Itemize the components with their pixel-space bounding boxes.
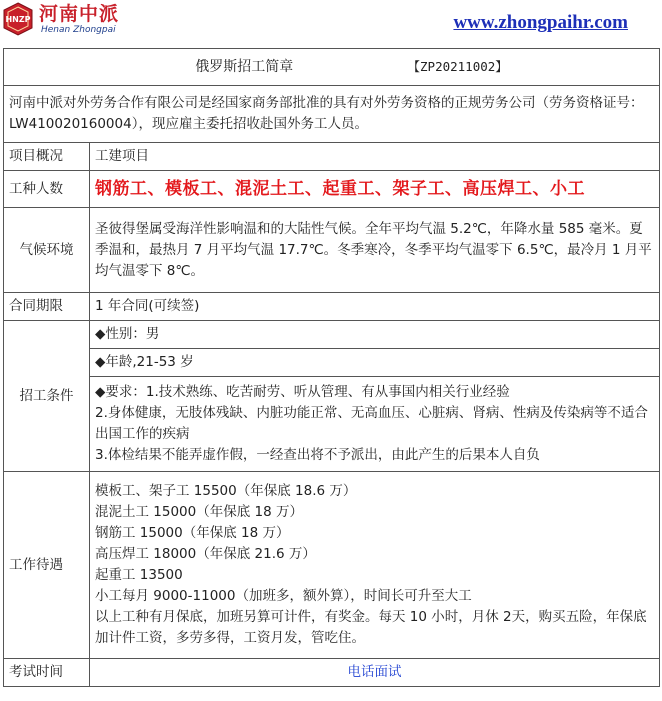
overview-label: 项目概况 (4, 143, 90, 171)
requirements-row-gender (4, 321, 660, 349)
requirement-gender: ◆性别：男 (90, 321, 660, 349)
salary-line: 模板工、架子工 15500（年保底 18.6 万） (95, 483, 357, 499)
salary-line: 起重工 13500 (95, 567, 183, 583)
logo-chinese-name: 河南中派 (39, 3, 120, 25)
exam-label: 考试时间 (4, 659, 90, 687)
requirements-row-details (4, 377, 660, 472)
salary-line: 钢筋工 15000（年保底 18 万） (95, 525, 290, 541)
page-title: 俄罗斯招工简章 (195, 59, 294, 75)
overview-row (4, 143, 660, 171)
salary-label: 工作待遇 (4, 472, 90, 659)
contract-label: 合同期限 (4, 293, 90, 321)
job-code: 【ZP20211002】 (407, 59, 508, 74)
salary-line: 混泥土工 15000（年保底 18 万） (95, 504, 303, 520)
logo-badge-icon (1, 2, 35, 36)
logo-english-name: Henan Zhongpai (41, 25, 116, 35)
types-label: 工种人数 (4, 171, 90, 208)
climate-row (4, 208, 660, 293)
salary-line: 高压焊工 18000（年保底 21.6 万） (95, 546, 316, 562)
page-header (0, 0, 662, 46)
salary-row (4, 472, 660, 659)
logo-badge-text: HNZP (5, 15, 31, 24)
requirement-item-3: 3.体检结果不能弄虚作假，一经查出将不予派出，由此产生的后果本人自负 (95, 447, 540, 463)
salary-line: 小工每月 9000-11000（加班多，额外算），时间长可升至大工 (95, 588, 472, 604)
job-types-value: 钢筋工、模板工、混泥土工、起重工、架子工、高压焊工、小工 (90, 171, 660, 208)
website-link[interactable]: www.zhongpaihr.com (453, 12, 628, 33)
exam-value: 电话面试 (90, 659, 660, 687)
contract-value: 1 年合同(可续签) (90, 293, 660, 321)
title-cell (4, 49, 660, 86)
requirements-row-age (4, 349, 660, 377)
climate-label: 气候环境 (4, 208, 90, 293)
exam-row (4, 659, 660, 687)
requirement-age: ◆年龄,21-53 岁 (90, 349, 660, 377)
company-logo[interactable] (1, 2, 121, 40)
requirement-details (90, 377, 660, 472)
requirement-item-2: 2.身体健康，无肢体残缺、内脏功能正常、无高血压、心脏病、肾病、性病及传染病等不适合出国工作的疾病 (95, 405, 648, 442)
salary-details (90, 472, 660, 659)
contract-row (4, 293, 660, 321)
types-row (4, 171, 660, 208)
intro-row (4, 86, 660, 143)
company-intro: 河南中派对外劳务合作有限公司是经国家商务部批准的具有对外劳务资格的正规劳务公司（劳务资格证号：LW410020160004），现应雇主委托招收赴国外务工人员。 (4, 86, 660, 143)
recruitment-table (3, 48, 660, 687)
requirement-item-1: ◆要求：1.技术熟练、吃苦耐劳、听从管理、有从事国内相关行业经验 (95, 384, 510, 400)
title-row (4, 49, 660, 86)
overview-value: 工建项目 (90, 143, 660, 171)
requirements-label: 招工条件 (4, 321, 90, 472)
climate-value: 圣彼得堡属受海洋性影响温和的大陆性气候。全年平均气温 5.2℃，年降水量 585 毫米。夏季温和，最热月 7 月平均气温 17.7℃。冬季寒冷，冬季平均气温零下 6.5℃，最冷月 1 月平均气温零下 8℃。 (90, 208, 660, 293)
salary-line: 以上工种有月保底，加班另算可计件，有奖金。每天 10 小时，月休 2天，购买五险，年保底加计件工资，多劳多得，工资月发，管吃住。 (95, 609, 647, 646)
